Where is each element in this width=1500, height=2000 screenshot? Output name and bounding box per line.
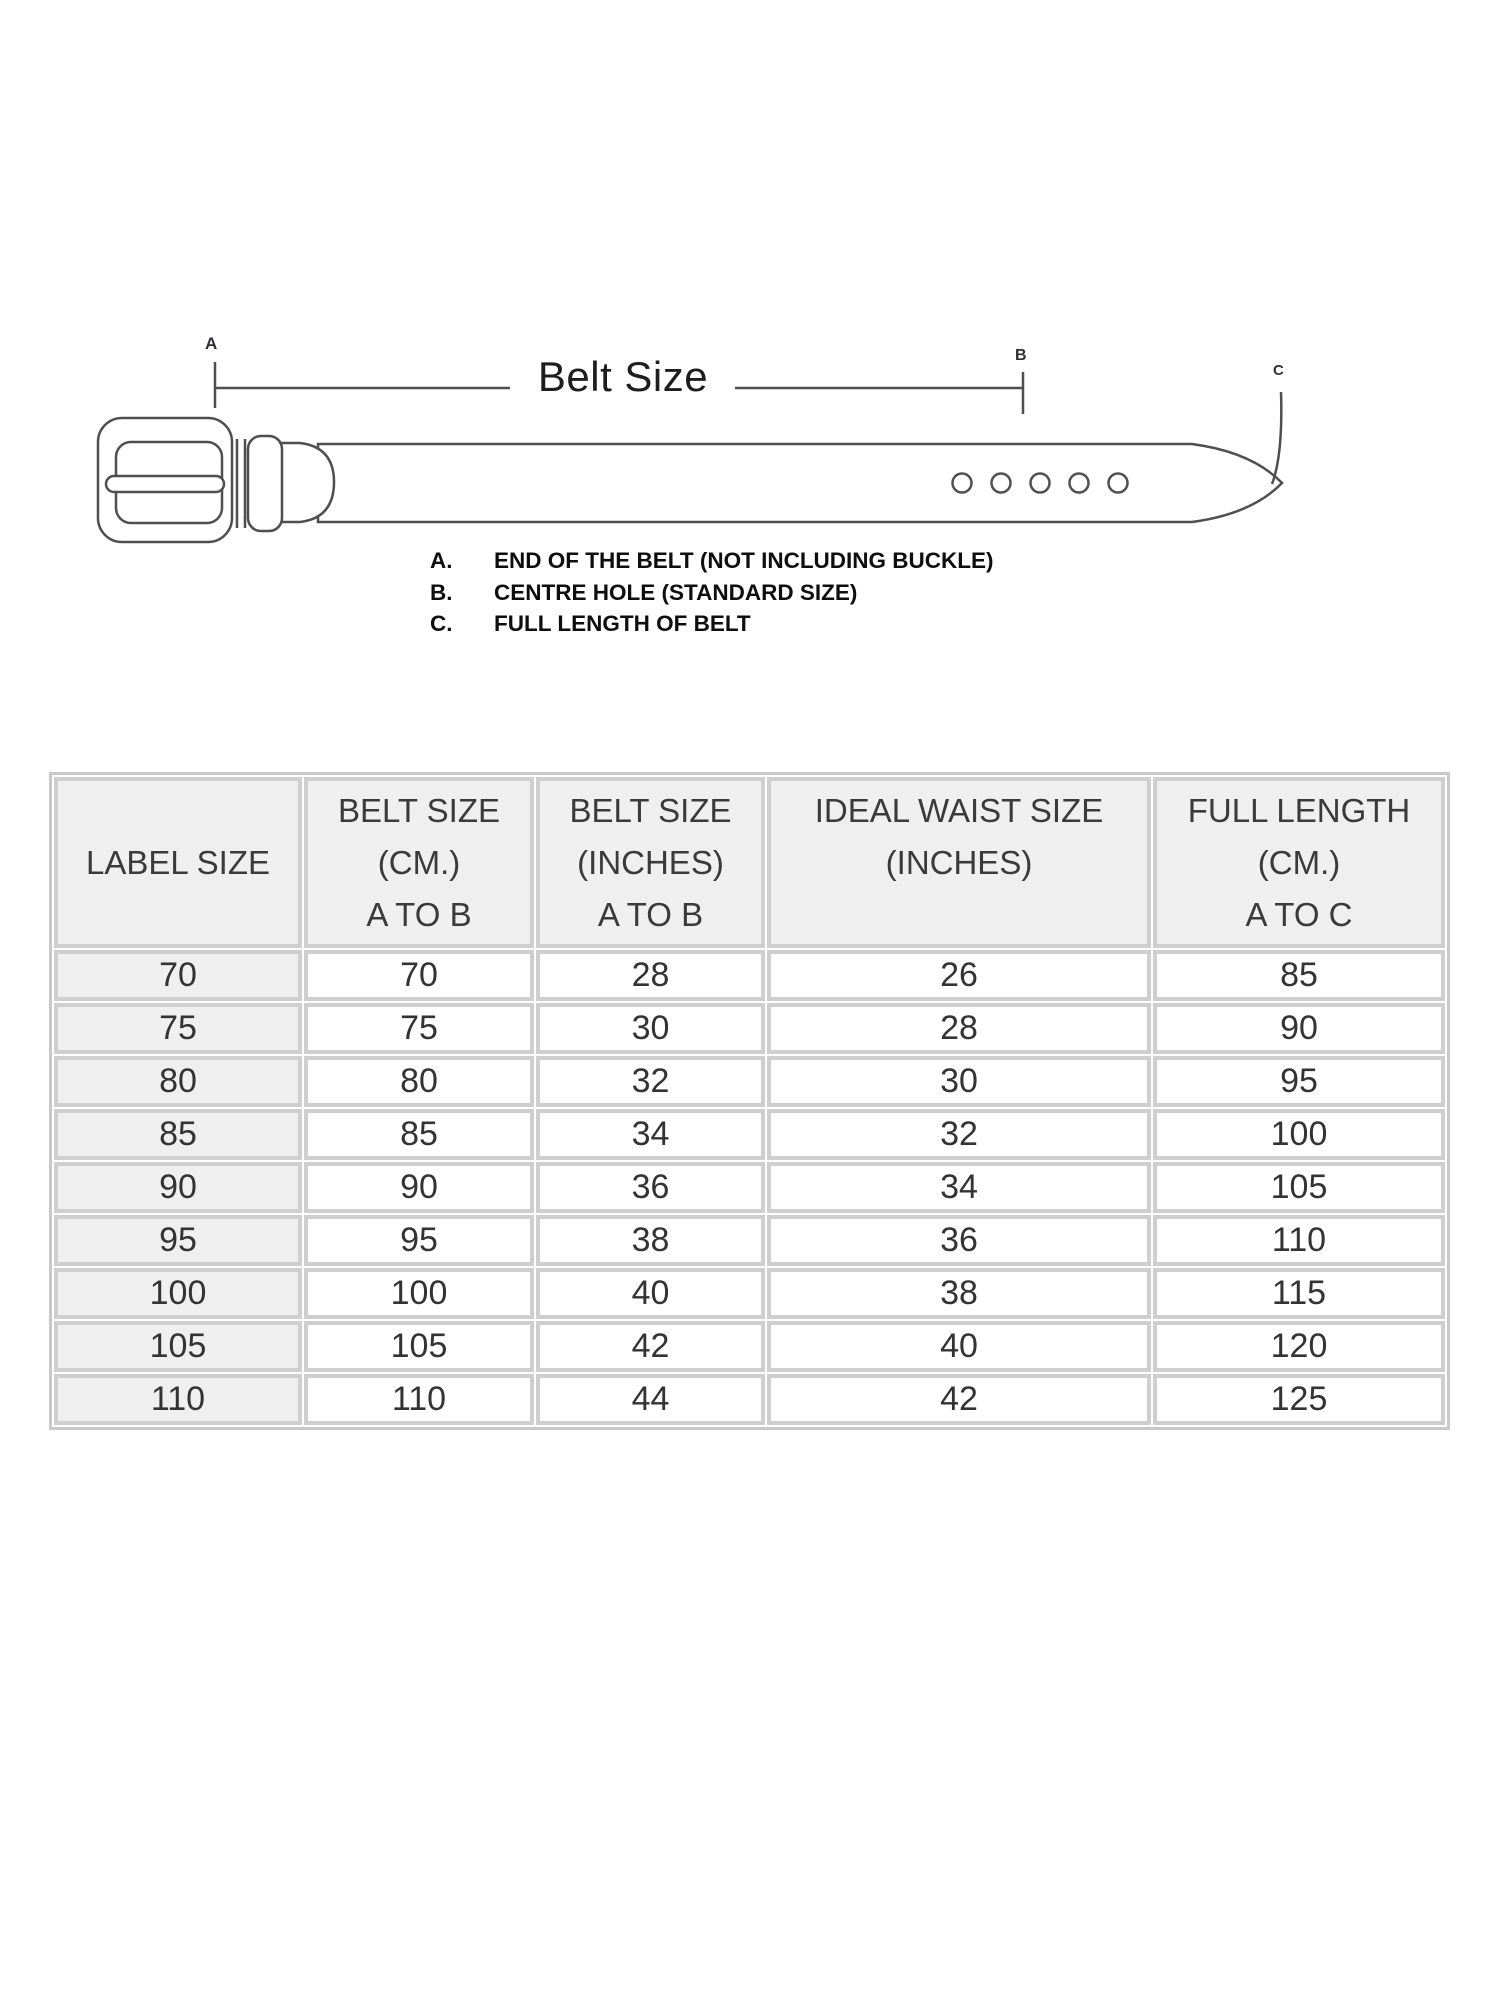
table-cell: 110 bbox=[54, 1374, 302, 1425]
table-cell: 95 bbox=[54, 1215, 302, 1266]
table-cell: 100 bbox=[304, 1268, 534, 1319]
table-cell: 80 bbox=[54, 1056, 302, 1107]
table-cell: 38 bbox=[536, 1215, 765, 1266]
table-cell: 120 bbox=[1153, 1321, 1445, 1372]
marker-c-label: C bbox=[1273, 362, 1284, 379]
legend-item-b bbox=[430, 577, 994, 609]
table-cell: 85 bbox=[1153, 950, 1445, 1001]
marker-a-label: A bbox=[205, 334, 218, 353]
header-line: FULL LENGTH bbox=[1187, 791, 1411, 829]
table-cell: 115 bbox=[1153, 1268, 1445, 1319]
table-cell: 95 bbox=[1153, 1056, 1445, 1107]
table-cell: 28 bbox=[536, 950, 765, 1001]
table-cell: 100 bbox=[54, 1268, 302, 1319]
header-line: IDEAL WAIST SIZE bbox=[814, 791, 1104, 829]
table-cell: 95 bbox=[304, 1215, 534, 1266]
col-header-belt-size-inches bbox=[536, 777, 765, 948]
table-cell: 36 bbox=[767, 1215, 1151, 1266]
table-cell: 34 bbox=[767, 1162, 1151, 1213]
belt-keeper bbox=[248, 436, 282, 531]
table-cell: 100 bbox=[1153, 1109, 1445, 1160]
table-cell: 40 bbox=[767, 1321, 1151, 1372]
legend-item-a bbox=[430, 545, 994, 577]
legend-key: B. bbox=[430, 579, 453, 605]
table-cell: 105 bbox=[1153, 1162, 1445, 1213]
col-header-full-length bbox=[1153, 777, 1445, 948]
table-cell: 110 bbox=[1153, 1215, 1445, 1266]
table-row bbox=[54, 1109, 1445, 1160]
header-line: A TO C bbox=[1245, 895, 1353, 933]
legend-item-c bbox=[430, 608, 994, 640]
marker-b-label: B bbox=[1015, 347, 1027, 364]
table-row bbox=[54, 1321, 1445, 1372]
table-row bbox=[54, 1215, 1445, 1266]
table-cell: 30 bbox=[767, 1056, 1151, 1107]
col-header-ideal-waist-size bbox=[767, 777, 1151, 948]
header-line: A TO B bbox=[366, 895, 472, 933]
header-line: (INCHES) bbox=[577, 843, 724, 881]
table-cell: 85 bbox=[54, 1109, 302, 1160]
diagram-legend bbox=[430, 545, 994, 640]
table-cell: 90 bbox=[54, 1162, 302, 1213]
table-row bbox=[54, 1003, 1445, 1054]
belt-strap bbox=[318, 444, 1282, 522]
line-c bbox=[1272, 392, 1281, 484]
header-line: LABEL SIZE bbox=[85, 843, 271, 881]
table-cell: 36 bbox=[536, 1162, 765, 1213]
table-row bbox=[54, 1268, 1445, 1319]
table-row bbox=[54, 1374, 1445, 1425]
table-cell: 28 bbox=[767, 1003, 1151, 1054]
header-line: (CM.) bbox=[1257, 843, 1341, 881]
table-cell: 75 bbox=[54, 1003, 302, 1054]
header-line: BELT SIZE bbox=[337, 791, 500, 829]
table-row bbox=[54, 1056, 1445, 1107]
legend-key: C. bbox=[430, 611, 453, 636]
table-cell: 70 bbox=[54, 950, 302, 1001]
table-cell: 42 bbox=[536, 1321, 765, 1372]
belt-tail-end bbox=[281, 443, 334, 522]
table-cell: 42 bbox=[767, 1374, 1151, 1425]
table-cell: 40 bbox=[536, 1268, 765, 1319]
table-cell: 75 bbox=[304, 1003, 534, 1054]
table-cell: 90 bbox=[304, 1162, 534, 1213]
col-header-label-size bbox=[54, 777, 302, 948]
diagram-title: Belt Size bbox=[537, 353, 709, 400]
legend-text: END OF THE BELT (NOT INCLUDING BUCKLE) bbox=[494, 548, 994, 573]
col-header-belt-size-cm bbox=[304, 777, 534, 948]
table-cell: 38 bbox=[767, 1268, 1151, 1319]
table-cell: 90 bbox=[1153, 1003, 1445, 1054]
table-cell: 34 bbox=[536, 1109, 765, 1160]
table-cell: 70 bbox=[304, 950, 534, 1001]
belt-size-table bbox=[49, 772, 1450, 1430]
table-cell: 32 bbox=[536, 1056, 765, 1107]
table-row bbox=[54, 950, 1445, 1001]
header-line: (INCHES) bbox=[885, 843, 1033, 881]
table-cell: 30 bbox=[536, 1003, 765, 1054]
table-cell: 105 bbox=[54, 1321, 302, 1372]
header-line: (CM.) bbox=[377, 843, 461, 881]
table-cell: 44 bbox=[536, 1374, 765, 1425]
legend-key: A. bbox=[430, 548, 453, 573]
table-cell: 85 bbox=[304, 1109, 534, 1160]
buckle-prong bbox=[106, 476, 224, 492]
belt-fold-lines bbox=[237, 439, 245, 528]
header-line: BELT SIZE bbox=[569, 791, 732, 829]
legend-text: FULL LENGTH OF BELT bbox=[494, 611, 751, 636]
table-row bbox=[54, 1162, 1445, 1213]
table-cell: 32 bbox=[767, 1109, 1151, 1160]
table-cell: 105 bbox=[304, 1321, 534, 1372]
legend-text: CENTRE HOLE (STANDARD SIZE) bbox=[494, 579, 858, 605]
table-cell: 80 bbox=[304, 1056, 534, 1107]
table-cell: 26 bbox=[767, 950, 1151, 1001]
table-cell: 125 bbox=[1153, 1374, 1445, 1425]
table-cell: 110 bbox=[304, 1374, 534, 1425]
header-line: A TO B bbox=[597, 895, 704, 933]
table-header-row bbox=[54, 777, 1445, 948]
header-line bbox=[772, 889, 1146, 941]
